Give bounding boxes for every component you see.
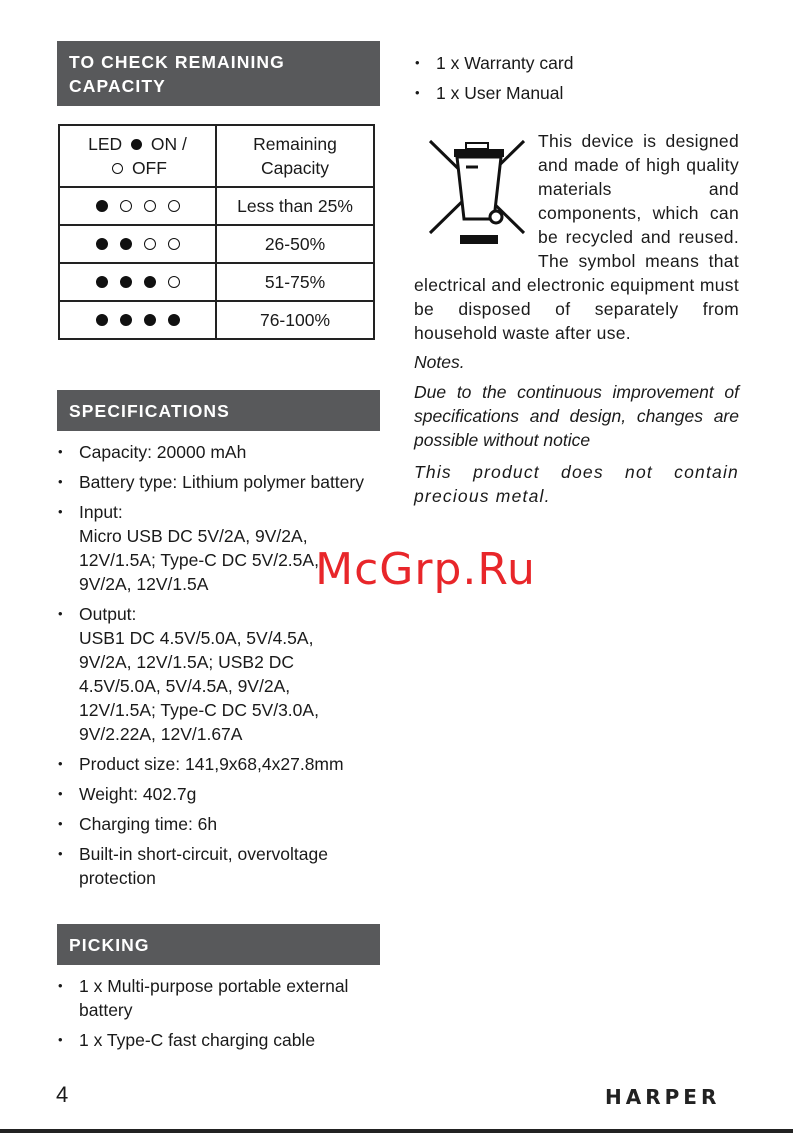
spec-weight: Weight: 402.7g bbox=[79, 784, 197, 804]
table-row bbox=[59, 225, 374, 263]
led-dot-icon bbox=[168, 200, 180, 212]
notes-metal: This product does not contain precious metal. bbox=[414, 462, 739, 506]
picking-user-manual: 1 x User Manual bbox=[436, 83, 564, 103]
led-header-cell bbox=[59, 125, 216, 187]
watermark: McGrp.Ru bbox=[315, 544, 536, 595]
spec-output-label: • Output: bbox=[79, 604, 137, 624]
led-dot-icon bbox=[144, 314, 156, 326]
spec-output-line: 4.5V/5.0A, 5V/4.5A, 9V/2A, bbox=[79, 676, 291, 696]
brand-logo: HARPER bbox=[605, 1085, 721, 1109]
led-dot-icon bbox=[144, 276, 156, 288]
spec-output-line: 9V/2.22A, 12V/1.67A bbox=[79, 724, 243, 744]
led-dot-icon bbox=[120, 314, 132, 326]
list-item bbox=[57, 752, 380, 776]
led-dot-icon bbox=[96, 276, 108, 288]
recycle-paragraph: This device is designed and made of high quality materials and components, which can be recycled and reused. The symbol means that electrical and electronic equipment must be disposed of separately from household waste after use. bbox=[414, 131, 739, 343]
list-item bbox=[57, 842, 380, 890]
led-pattern-cell bbox=[59, 301, 216, 339]
led-dot-icon bbox=[96, 238, 108, 250]
spec-output-line: USB1 DC 4.5V/5.0A, 5V/4.5A, bbox=[79, 628, 314, 648]
picking-header: PICKING bbox=[57, 924, 380, 965]
icon-spacer bbox=[414, 129, 538, 261]
list-item bbox=[57, 1028, 380, 1052]
capacity-value-cell: 51-75% bbox=[216, 263, 374, 301]
list-item bbox=[57, 602, 380, 746]
table-row bbox=[59, 187, 374, 225]
led-dot-icon bbox=[96, 314, 108, 326]
led-dot-icon bbox=[120, 238, 132, 250]
capacity-section-header: TO CHECK REMAINING CAPACITY bbox=[57, 41, 380, 106]
picking-cable: 1 x Type-C fast charging cable bbox=[79, 1030, 316, 1050]
spec-input-line: Micro USB DC 5V/2A, 9V/2A, bbox=[79, 526, 308, 546]
recycle-block bbox=[414, 129, 739, 345]
led-header-label: LED bbox=[88, 134, 123, 154]
led-dot-icon bbox=[120, 200, 132, 212]
specifications-list bbox=[57, 440, 380, 890]
list-item bbox=[57, 470, 380, 494]
picking-list-continued bbox=[414, 51, 739, 105]
spec-output-line: 12V/1.5A; Type-C DC 5V/3.0A, bbox=[79, 700, 319, 720]
table-row bbox=[59, 301, 374, 339]
led-on-label: ON / bbox=[150, 134, 187, 154]
list-item bbox=[57, 974, 380, 1022]
spec-input-line: 9V/2A, 12V/1.5A bbox=[79, 574, 209, 594]
led-dots bbox=[96, 238, 180, 250]
spec-battery-type: Battery type: Lithium polymer battery bbox=[79, 472, 364, 492]
picking-battery: 1 x Multi-purpose portable external battery bbox=[79, 976, 349, 1020]
list-item bbox=[57, 782, 380, 806]
spec-input-line: 12V/1.5A; Type-C DC 5V/2.5A, bbox=[79, 550, 319, 570]
capacity-table bbox=[58, 124, 375, 340]
led-off-label: OFF bbox=[131, 158, 167, 178]
picking-list bbox=[57, 974, 380, 1052]
notes-body: Due to the continuous improvement of specifications and design, changes are possible without notice bbox=[414, 382, 739, 450]
led-dot-icon bbox=[96, 200, 108, 212]
capacity-value-cell: 26-50% bbox=[216, 225, 374, 263]
led-off-icon bbox=[112, 163, 123, 174]
capacity-value-cell: 76-100% bbox=[216, 301, 374, 339]
led-dot-icon bbox=[144, 238, 156, 250]
spec-capacity: Capacity: 20000 mAh bbox=[79, 442, 247, 462]
list-item bbox=[414, 51, 739, 75]
picking-warranty-card: 1 x Warranty card bbox=[436, 53, 574, 73]
led-dots bbox=[96, 314, 180, 326]
led-dot-icon bbox=[144, 200, 156, 212]
led-dots bbox=[96, 200, 180, 212]
specifications-header: SPECIFICATIONS bbox=[57, 390, 380, 431]
right-column bbox=[414, 41, 739, 508]
spec-input-label: • Input: bbox=[79, 502, 123, 522]
bottom-rule bbox=[0, 1129, 793, 1133]
spec-charging-time: Charging time: 6h bbox=[79, 814, 218, 834]
capacity-value-cell: Less than 25% bbox=[216, 187, 374, 225]
table-row bbox=[59, 263, 374, 301]
recycle-text bbox=[414, 129, 739, 345]
remaining-capacity-header-cell: Remaining Capacity bbox=[216, 125, 374, 187]
led-pattern-cell bbox=[59, 187, 216, 225]
led-dot-icon bbox=[168, 238, 180, 250]
led-dots bbox=[96, 276, 180, 288]
led-pattern-cell bbox=[59, 263, 216, 301]
capacity-table-header-row bbox=[59, 125, 374, 187]
led-dot-icon bbox=[168, 314, 180, 326]
led-on-icon bbox=[131, 139, 142, 150]
spec-product-size: Product size: 141,9x68,4x27.8mm bbox=[79, 754, 344, 774]
spec-output-line: 9V/2A, 12V/1.5A; USB2 DC bbox=[79, 652, 294, 672]
spec-protection: Built-in short-circuit, overvoltage protection bbox=[79, 844, 328, 888]
list-item bbox=[414, 81, 739, 105]
notes-title: Notes. bbox=[414, 352, 465, 372]
list-item bbox=[57, 812, 380, 836]
led-dot-icon bbox=[168, 276, 180, 288]
led-pattern-cell bbox=[59, 225, 216, 263]
page-number: 4 bbox=[56, 1082, 69, 1107]
list-item bbox=[57, 440, 380, 464]
led-dot-icon bbox=[120, 276, 132, 288]
